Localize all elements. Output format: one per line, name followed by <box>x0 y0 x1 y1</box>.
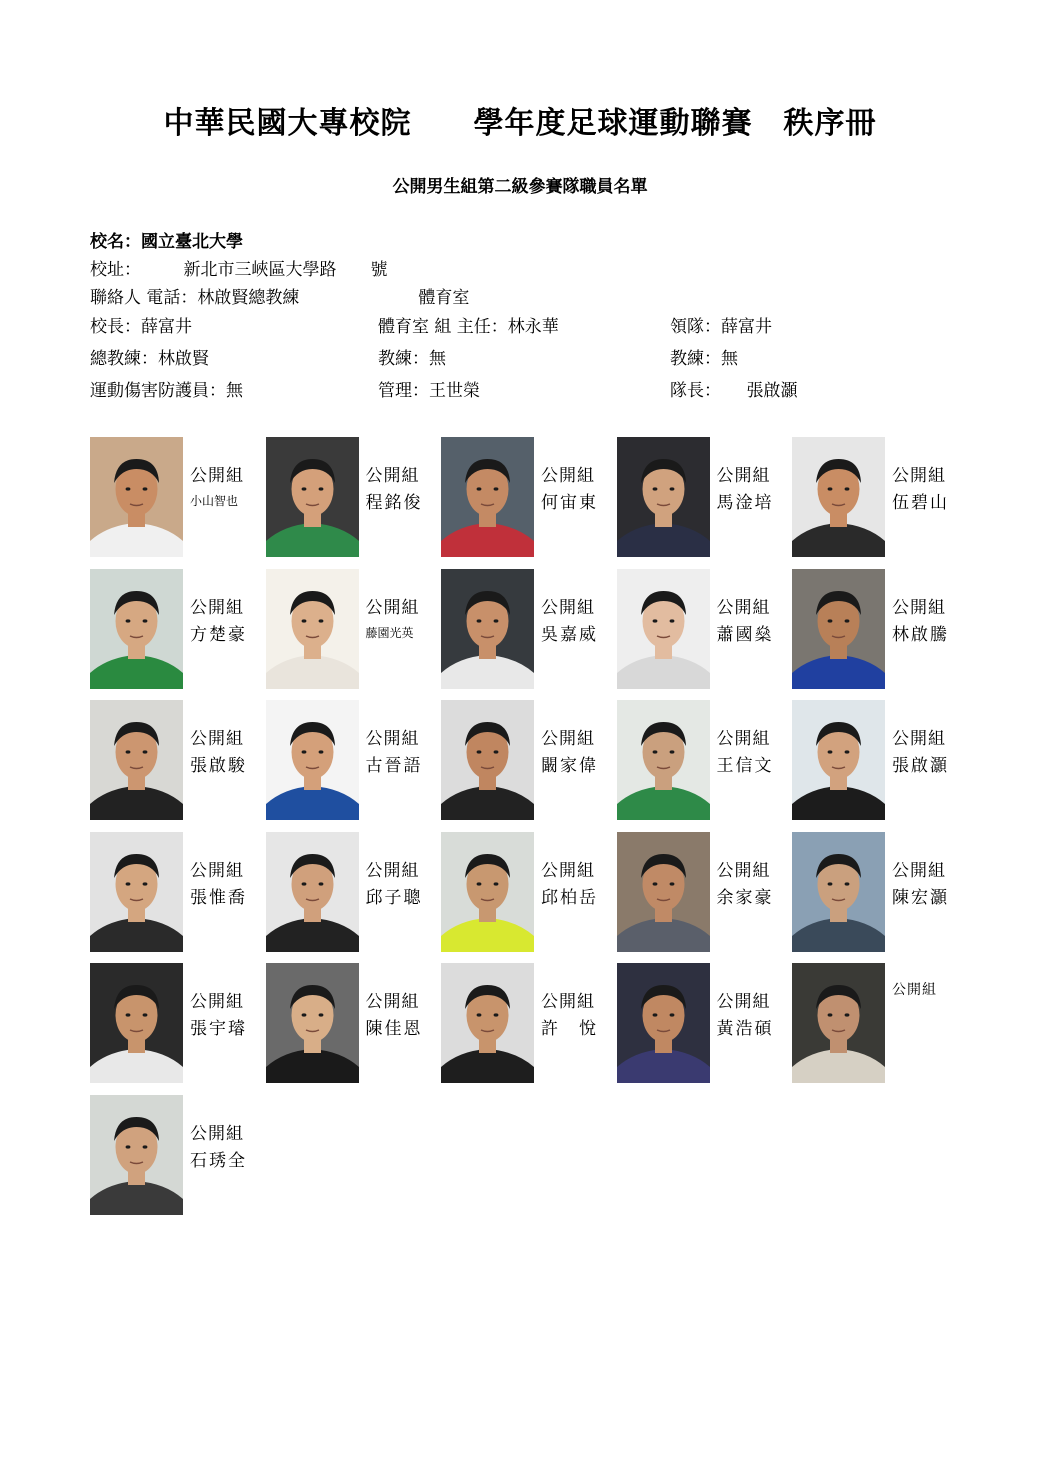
player-group: 公開組 <box>716 729 771 749</box>
player-group: 公開組 <box>365 860 420 881</box>
player-group: 公開組 <box>541 729 595 749</box>
player-group: 公開組 <box>541 860 595 881</box>
portrait-graphic <box>90 700 183 820</box>
player-photo <box>90 963 183 1083</box>
player-group: 公開組 <box>716 466 771 486</box>
player-card <box>617 569 789 689</box>
document-subtitle: 公開男生組第二級參賽隊職員名單 <box>392 177 648 197</box>
player-photo <box>792 569 885 689</box>
portrait-graphic <box>266 569 359 689</box>
staff-coach-2: 教練：無 <box>670 349 738 369</box>
portrait-graphic <box>266 700 359 820</box>
portrait-graphic <box>792 437 885 557</box>
staff-athletic-trainer: 運動傷害防護員：無 <box>90 381 243 401</box>
player-photo <box>266 700 359 820</box>
player-name: 林啟騰 <box>892 624 949 645</box>
portrait-graphic <box>266 832 359 952</box>
staff-captain: 隊長： 張啟灝 <box>670 381 798 401</box>
player-card <box>617 832 789 952</box>
player-photo <box>617 963 710 1083</box>
portrait-graphic <box>90 1095 183 1215</box>
player-name: 何宙東 <box>541 493 598 513</box>
portrait-graphic <box>617 569 710 689</box>
player-card <box>792 569 964 689</box>
school-name: 校名：國立臺北大學 <box>90 232 243 252</box>
player-photo <box>617 700 710 820</box>
player-name: 小山智也 <box>190 494 239 508</box>
player-name: 藤園光英 <box>365 625 414 640</box>
player-photo <box>90 1095 183 1215</box>
portrait-graphic <box>441 963 534 1083</box>
player-card <box>617 437 789 557</box>
player-photo <box>90 437 183 557</box>
player-photo <box>266 437 359 557</box>
player-name: 張宇璿 <box>190 1019 247 1039</box>
portrait-graphic <box>441 832 534 952</box>
player-photo <box>266 569 359 689</box>
player-card <box>617 700 789 820</box>
player-card <box>617 963 789 1083</box>
player-group: 公開組 <box>892 729 946 749</box>
player-photo <box>617 569 710 689</box>
player-name: 邱子聰 <box>365 887 423 908</box>
player-photo <box>441 569 534 689</box>
player-group: 公開組 <box>892 597 946 618</box>
player-card <box>90 1095 262 1215</box>
player-card <box>792 700 964 820</box>
player-photo <box>266 832 359 952</box>
player-group: 公開組 <box>541 597 595 618</box>
staff-head-coach: 總教練：林啟賢 <box>90 349 209 369</box>
player-photo <box>792 963 885 1083</box>
player-card <box>90 700 262 820</box>
player-photo <box>441 700 534 820</box>
player-name: 陳佳恩 <box>365 1019 423 1039</box>
portrait-graphic <box>617 437 710 557</box>
portrait-graphic <box>617 832 710 952</box>
school-contact: 聯絡人 電話：林啟賢總教練 體育室 <box>90 288 470 308</box>
staff-team-leader: 領隊：薛富井 <box>670 317 772 337</box>
player-roster <box>90 437 970 1237</box>
player-group: 公開組 <box>190 466 244 486</box>
player-card <box>441 569 613 689</box>
document-title: 中華民國大專校院 學年度足球運動聯賽 秩序冊 <box>163 106 877 141</box>
player-card <box>266 569 438 689</box>
player-card <box>792 832 964 952</box>
player-card <box>792 963 964 1083</box>
player-card <box>266 700 438 820</box>
portrait-graphic <box>90 832 183 952</box>
player-photo <box>792 437 885 557</box>
player-photo <box>441 963 534 1083</box>
player-group: 公開組 <box>365 597 420 618</box>
player-card <box>266 437 438 557</box>
player-photo <box>792 700 885 820</box>
player-group: 公開組 <box>190 860 244 881</box>
player-name: 吳嘉威 <box>541 624 598 645</box>
player-group: 公開組 <box>190 1123 244 1144</box>
player-card <box>441 963 613 1083</box>
player-name: 王信文 <box>716 756 774 776</box>
portrait-graphic <box>617 700 710 820</box>
portrait-graphic <box>90 569 183 689</box>
player-photo <box>441 832 534 952</box>
player-photo <box>617 832 710 952</box>
player-group: 公開組 <box>716 992 771 1012</box>
player-name: 余家豪 <box>716 887 774 908</box>
player-name: 陳宏灝 <box>892 887 949 908</box>
player-card <box>90 569 262 689</box>
staff-row <box>90 312 950 344</box>
school-address: 校址： 新北市三峽區大學路 號 <box>90 260 388 280</box>
player-card <box>266 963 438 1083</box>
portrait-graphic <box>792 700 885 820</box>
staff-principal: 校長：薛富井 <box>90 317 192 337</box>
player-photo <box>617 437 710 557</box>
player-card <box>90 963 262 1083</box>
player-group: 公開組 <box>716 860 771 881</box>
player-group: 公開組 <box>190 597 244 618</box>
portrait-graphic <box>441 569 534 689</box>
player-group: 公開組 <box>541 466 595 486</box>
player-group: 公開組 <box>365 729 420 749</box>
player-group: 公開組 <box>892 860 946 881</box>
player-name: 張啟駿 <box>190 756 247 776</box>
player-photo <box>90 569 183 689</box>
portrait-graphic <box>90 963 183 1083</box>
player-photo <box>266 963 359 1083</box>
player-card <box>441 700 613 820</box>
player-name: 張惟喬 <box>190 887 247 908</box>
player-card <box>792 437 964 557</box>
player-photo <box>90 832 183 952</box>
player-name: 許 悅 <box>541 1019 598 1039</box>
player-group: 公開組 <box>365 466 420 486</box>
staff-row <box>90 376 950 408</box>
portrait-graphic <box>792 832 885 952</box>
player-group: 公開組 <box>190 729 244 749</box>
player-group: 公開組 <box>716 597 771 618</box>
player-group: 公開組 <box>365 992 420 1012</box>
player-name: 張啟灝 <box>892 756 949 776</box>
player-name: 蕭國燊 <box>716 624 774 645</box>
player-name: 伍碧山 <box>892 493 949 513</box>
staff-pe-director: 體育室 組 主任：林永華 <box>378 317 559 337</box>
staff-row <box>90 344 950 376</box>
player-photo <box>792 832 885 952</box>
player-group: 公開組 <box>541 992 595 1012</box>
player-card <box>90 437 262 557</box>
portrait-graphic <box>792 963 885 1083</box>
player-group: 公開組 <box>892 466 946 486</box>
player-card <box>441 437 613 557</box>
player-photo <box>90 700 183 820</box>
player-name: 闞家偉 <box>541 756 598 776</box>
portrait-graphic <box>441 437 534 557</box>
staff-manager: 管理：王世榮 <box>378 381 480 401</box>
player-name: 邱柏岳 <box>541 887 598 908</box>
player-name: 黃浩碩 <box>716 1019 774 1039</box>
portrait-graphic <box>266 437 359 557</box>
portrait-graphic <box>792 569 885 689</box>
player-group: 公開組 <box>190 992 244 1012</box>
player-photo <box>441 437 534 557</box>
portrait-graphic <box>266 963 359 1083</box>
staff-coach: 教練：無 <box>378 349 446 369</box>
player-card <box>266 832 438 952</box>
player-group: 公開組 <box>892 982 937 998</box>
player-card <box>90 832 262 952</box>
portrait-graphic <box>441 700 534 820</box>
player-name: 方楚豪 <box>190 624 247 645</box>
portrait-graphic <box>90 437 183 557</box>
player-name: 古晉語 <box>365 756 423 776</box>
player-card <box>441 832 613 952</box>
player-name: 馬淦培 <box>716 493 774 513</box>
portrait-graphic <box>617 963 710 1083</box>
player-name: 石琇全 <box>190 1150 247 1171</box>
player-name: 程銘俊 <box>365 493 423 513</box>
